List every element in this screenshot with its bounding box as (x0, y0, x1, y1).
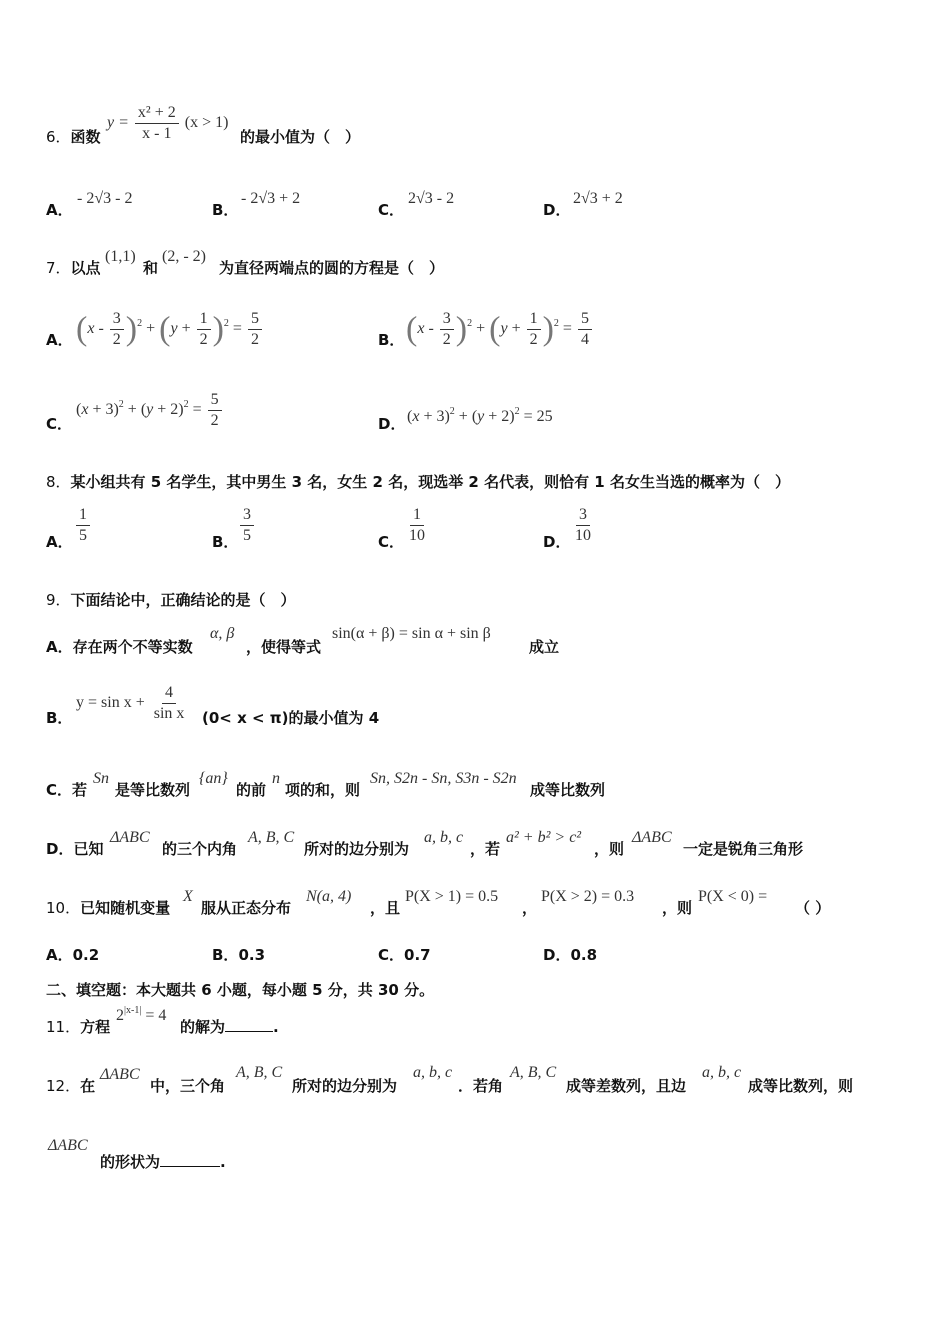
q7-option-b-label: B． (378, 331, 405, 349)
q10-option-c: C．0.7 (378, 946, 431, 964)
q6-option-c-label: C． (378, 201, 405, 219)
q9-option-c: C．若 (46, 781, 88, 799)
q9-d-math-2: A, B, C (248, 829, 295, 846)
q9-c-text-4: 项的和，则 (285, 781, 361, 799)
q12-math-1: ΔABC (100, 1066, 140, 1083)
q10-text-5: ，则 (662, 899, 693, 917)
q9-d-text-6: 一定是锐角三角形 (683, 840, 804, 858)
q8-option-a-value: $\frac{1}{5}$ (74, 505, 92, 546)
q12-answer-blank[interactable] (160, 1166, 220, 1167)
q9-d-text-5: ，则 (594, 840, 625, 858)
q9-b-text: (0< x < π)的最小值为 4 (202, 709, 380, 727)
q8-option-d-label: D． (543, 533, 571, 551)
q6-option-d-label: D． (543, 201, 571, 219)
q10-text-4: ， (522, 899, 538, 917)
q9-d-math-1: ΔABC (110, 829, 150, 846)
q10-text-2: 服从正态分布 (201, 899, 292, 917)
q8-stem: 8．某小组共有 5 名学生，其中男生 3 名，女生 2 名，现选举 2 名代表，则恰有 1 名女生当选的概率为（ ） (46, 473, 790, 491)
q8-option-c-value: $\frac{1}{10}$ (409, 506, 425, 544)
q10-math-normal: N(a, 4) (306, 888, 352, 905)
q12-math-3: a, b, c (413, 1064, 453, 1081)
q9-a-math-1: α, β (210, 625, 235, 642)
q6-option-a-label: A． (46, 201, 73, 219)
q8-option-c-label: C． (378, 533, 405, 551)
q7-point-1: (1,1) (105, 248, 136, 265)
q9-c-text-5: 成等比数列 (530, 781, 606, 799)
q12-stem: 12．在 (46, 1077, 96, 1095)
q8-option-b-value: $\frac{3}{5}$ (238, 505, 256, 546)
q9-c-math-3: n (272, 770, 280, 787)
q12-text-3: 所对的边分别为 (292, 1077, 398, 1095)
q7-option-a-value: (x - $\frac{3}{2}$ )$^2$ + (y + $\frac{1}{2}$ )$^2$ = $\frac{5}{2}$ (76, 309, 264, 350)
q9-c-text-2: 是等比数列 (115, 781, 191, 799)
q9-a-text-3: 成立 (529, 638, 560, 656)
q9-b-expr: y = sin x + $\frac{4}{\text{sin x}}$ (76, 684, 185, 722)
q12-tail: 的形状为 . (100, 1153, 226, 1171)
q6-option-c-value: 2√3 - 2 (408, 190, 455, 207)
q8-option-b-label: B． (212, 533, 239, 551)
q11-equation: $2^{|x-1|} = 4$ (116, 1005, 167, 1024)
q7-stem: 7．以点 (46, 259, 101, 277)
q10-math-p2: P(X > 2) = 0.3 (541, 888, 635, 905)
q12-math-4: A, B, C (510, 1064, 557, 1081)
q9-d-text-4: ，若 (470, 840, 501, 858)
q6-stem: 6．函数 (46, 128, 101, 146)
q7-option-a-label: A． (46, 331, 73, 349)
q9-c-text-3: 的前 (236, 781, 267, 799)
q7-and: 和 (143, 259, 159, 277)
q9-d-text-2: 的三个内角 (162, 840, 238, 858)
q9-stem: 9．下面结论中，正确结论的是（ ） (46, 591, 296, 609)
q6-number: 6． (46, 128, 71, 146)
q12-text-2: 中，三个角 (150, 1077, 226, 1095)
q7-option-d-label: D． (378, 415, 406, 433)
q7-option-c-value: $(x + 3)^2 + (y + 2)^2$ = $\frac{5}{2}$ (76, 390, 224, 431)
q11-tail: 的解为 . (180, 1018, 279, 1036)
q10-text-6: （ ） (795, 899, 831, 917)
q6-function-expr: y = $\frac{\text{x² + 2}}{x - 1}$ (x > 1) (107, 104, 229, 142)
q7-option-b-value: (x - $\frac{3}{2}$ )$^2$ + (y + $\frac{1}{2}$ )$^2$ = $\frac{5}{4}$ (406, 309, 594, 350)
q10-text-3: ，且 (370, 899, 401, 917)
q10-math-x: X (183, 888, 193, 905)
q7-option-c-label: C． (46, 415, 73, 433)
q10-option-a: A．0.2 (46, 946, 100, 964)
q9-d-math-5: ΔABC (632, 829, 672, 846)
q9-a-math-2: sin(α + β) = sin α + sin β (332, 625, 491, 642)
section-2-heading: 二、填空题：本大题共 6 小题，每小题 5 分，共 30 分。 (46, 981, 435, 999)
q9-c-math-4: Sn, S2n - Sn, S3n - S2n (370, 770, 517, 787)
q10-math-p1: P(X > 1) = 0.5 (405, 888, 499, 905)
q12-math-5: a, b, c (702, 1064, 742, 1081)
q6-option-b-value: - 2√3 + 2 (241, 190, 301, 207)
q9-option-b-label: B． (46, 709, 73, 727)
q6-fraction: $\frac{\text{x² + 2}}{x - 1}$ (135, 103, 179, 144)
q7-point-2: (2, - 2) (162, 248, 206, 265)
q10-stem: 10．已知随机变量 (46, 899, 171, 917)
q6-option-d-value: 2√3 + 2 (573, 190, 623, 207)
q12-text-5: 成等差数列，且边 (566, 1077, 687, 1095)
q9-c-math-1: Sn (93, 770, 109, 787)
q8-option-a-label: A． (46, 533, 73, 551)
q11-stem: 11．方程 (46, 1018, 111, 1036)
q9-option-d: D．已知 (46, 840, 104, 858)
q6-tail: 的最小值为（ ） (240, 128, 361, 146)
q12-math-2: A, B, C (236, 1064, 283, 1081)
q9-d-text-3: 所对的边分别为 (304, 840, 410, 858)
q12-text-6: 成等比数列，则 (748, 1077, 854, 1095)
q10-option-d: D．0.8 (543, 946, 598, 964)
q10-option-b: B．0.3 (212, 946, 266, 964)
q10-math-p3: P(X < 0) = (698, 888, 768, 905)
q12-text-4: ．若角 (458, 1077, 504, 1095)
q8-option-d-value: $\frac{3}{10}$ (575, 506, 591, 544)
q9-option-a: A．存在两个不等实数 (46, 638, 193, 656)
q7-tail: 为直径两端点的圆的方程是（ ） (219, 259, 445, 277)
q6-option-a-value: - 2√3 - 2 (77, 190, 133, 207)
q9-d-math-3: a, b, c (424, 829, 464, 846)
q11-answer-blank[interactable] (225, 1031, 273, 1032)
q9-d-math-4: a² + b² > c² (506, 829, 582, 846)
q9-a-text-2: ，使得等式 (246, 638, 322, 656)
q12-math-6: ΔABC (48, 1137, 88, 1154)
q9-c-math-2: {an} (199, 770, 228, 787)
q7-option-d-value: $(x + 3)^2 + (y + 2)^2 = 25$ (407, 406, 553, 425)
q6-option-b-label: B． (212, 201, 239, 219)
